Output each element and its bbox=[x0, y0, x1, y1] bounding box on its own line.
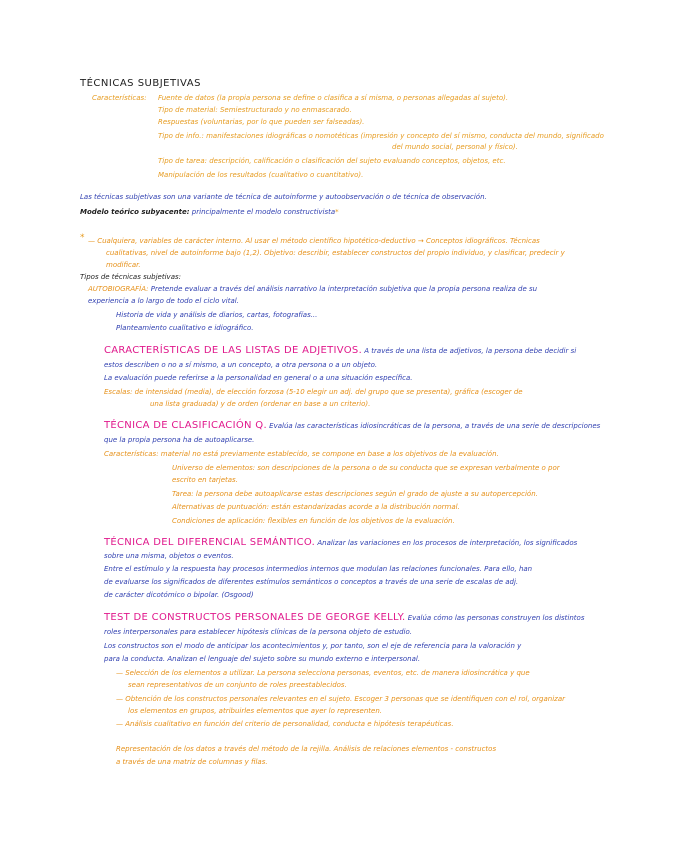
autobiografia-line bbox=[88, 284, 537, 294]
diferencial-line: sobre una misma, objetos o eventos. bbox=[104, 552, 234, 560]
autobiografia-text: Pretende evaluar a través del análisis narrativo la interpretación subjetiva que la propia persona realiza de su bbox=[150, 285, 538, 293]
kelly-bullet: — Selección de los elementos a utilizar. La persona selecciona personas, eventos, etc. de manera idiosincrática y que bbox=[116, 669, 530, 677]
diferencial-line: Entre el estímulo y la respuesta hay procesos intermedios internos que modulan las relaciones funcionales. Para ello, han bbox=[104, 565, 533, 573]
adjetivos-line: La evaluación puede referirse a la personalidad en general o a una situación específica. bbox=[104, 374, 413, 382]
autobiografia-line: experiencia a lo largo de todo el ciclo vital. bbox=[88, 297, 239, 305]
kelly-heading: TEST DE CONSTRUCTOS PERSONALES DE GEORGE KELLY. bbox=[104, 612, 406, 623]
note-line: modificar. bbox=[106, 261, 141, 269]
adjetivos-line: Escalas: de intensidad (media), de elección forzosa (5-10 elegir un adj. del grupo que se presenta), gráfica (escoger de bbox=[104, 388, 523, 396]
clasificacion-line bbox=[104, 421, 600, 431]
diferencial-text: Analizar las variaciones en los procesos de interpretación, los significados bbox=[317, 539, 578, 547]
page-title: TÉCNICAS SUBJETIVAS bbox=[80, 78, 201, 89]
adjetivos-text: A través de una lista de adjetivos, la persona debe decidir si bbox=[364, 347, 577, 355]
autobiografia-line: Historia de vida y análisis de diarios, cartas, fotografías... bbox=[116, 311, 318, 319]
clasificacion-text: Evalúa las características idiosincráticas de la persona, a través de una serie de descripciones bbox=[269, 422, 601, 430]
modelo-text: principalmente el modelo constructivista bbox=[191, 208, 336, 216]
intro-text: Las técnicas subjetivas son una variante de técnica de autoinforme y autoobservación o de técnica de observación. bbox=[80, 193, 487, 201]
footer-line: Representación de los datos a través del método de la rejilla. Análisis de relaciones elementos - constructos bbox=[116, 745, 497, 753]
kelly-bullet: los elementos en grupos, atribuirles elementos que ayer lo representen. bbox=[128, 707, 382, 715]
adjetivos-line: estos describen o no a sí mismo, a un concepto, a otra persona o a un objeto. bbox=[104, 361, 378, 369]
footer-line: a través de una matriz de columnas y filas. bbox=[116, 758, 268, 766]
modelo-teorico bbox=[80, 207, 339, 217]
note-star: * bbox=[80, 233, 85, 243]
note-line: — Cualquiera, variables de carácter interno. Al usar el método científico hipotético-deductivo → Conceptos idiográficos. Técnicas bbox=[88, 237, 540, 245]
kelly-line: Los constructos son el modo de anticipar los acontecimientos y, por tanto, son el eje de referencia para la valoración y bbox=[104, 642, 522, 650]
clasificacion-item: Condiciones de aplicación: flexibles en función de los objetivos de la evaluación. bbox=[172, 517, 455, 525]
autobiografia-heading: AUTOBIOGRAFÍA: bbox=[88, 285, 149, 293]
caracteristica-item: Tipo de material: Semiestructurado y no enmascarado. bbox=[158, 106, 352, 114]
adjetivos-line: una lista graduada) y de orden (ordenar en base a un criterio). bbox=[150, 400, 371, 408]
caracteristica-item: del mundo social, personal y físico). bbox=[392, 143, 518, 151]
diferencial-line bbox=[104, 538, 577, 548]
caracteristica-item: Tipo de tarea: descripción, calificación o clasificación del sujeto evaluando conceptos, objetos, etc. bbox=[158, 157, 506, 165]
clasificacion-label: Características: bbox=[104, 450, 159, 458]
diferencial-line: de carácter dicotómico o bipolar. (Osgood) bbox=[104, 591, 254, 599]
clasificacion-item: Tarea: la persona debe autoaplicarse estas descripciones según el grado de ajuste a su autopercepción. bbox=[172, 490, 538, 498]
modelo-label: Modelo teórico subyacente: bbox=[80, 208, 190, 216]
kelly-line bbox=[104, 613, 584, 623]
clasificacion-line: que la propia persona ha de autoaplicarse. bbox=[104, 436, 255, 444]
caracteristica-item: Fuente de datos (la propia persona se define o clasifica a sí misma, o personas allegadas al sujeto). bbox=[158, 94, 509, 102]
caracteristica-item: Manipulación de los resultados (cualitativo o cuantitativo). bbox=[158, 171, 364, 179]
clasificacion-heading: TÉCNICA DE CLASIFICACIÓN Q. bbox=[104, 420, 267, 431]
adjetivos-line bbox=[104, 346, 576, 356]
kelly-line: roles interpersonales para establecer hipótesis clínicas de la persona objeto de estudio. bbox=[104, 628, 412, 636]
caracteristica-item: Respuestas (voluntarias, por lo que pueden ser falseadas). bbox=[158, 118, 365, 126]
autobiografia-line: Planteamiento cualitativo e idiográfico. bbox=[116, 324, 254, 332]
clasificacion-line bbox=[104, 449, 499, 459]
note-line: cualitativas, nivel de autoinforme bajo (1,2). Objetivo: describir, establecer constructos del propio individuo, y clasificar, predecir y bbox=[106, 249, 565, 257]
kelly-bullet: — Obtención de los constructos personales relevantes en el sujeto. Escoger 3 personas que se identifiquen con el rol, organizar bbox=[116, 695, 566, 703]
diferencial-heading: TÉCNICA DEL DIFERENCIAL SEMÁNTICO. bbox=[104, 537, 316, 548]
clasificacion-item: Universo de elementos: son descripciones de la persona o de su conducta que se expresan verbalmente o por bbox=[172, 464, 560, 472]
caracteristicas-label: Características: bbox=[92, 94, 147, 102]
diferencial-line: de evaluarse los significados de diferentes estímulos semánticos o conceptos a través de una serie de escalas de adj. bbox=[104, 578, 519, 586]
kelly-bullet: sean representativos de un conjunto de roles preestablecidos. bbox=[128, 681, 347, 689]
kelly-text: Evalúa cómo las personas construyen los distintos bbox=[407, 614, 585, 622]
clasificacion-item: escrito en tarjetas. bbox=[172, 476, 238, 484]
caracteristica-item: Tipo de info.: manifestaciones idiográficas o nomotéticas (impresión y concepto del sí mismo, conducta del mundo, significado bbox=[158, 132, 604, 140]
modelo-star: * bbox=[335, 208, 339, 216]
adjetivos-heading: CARACTERÍSTICAS DE LAS LISTAS DE ADJETIVOS. bbox=[104, 345, 363, 356]
kelly-line: para la conducta. Analizan el lenguaje del sujeto sobre su mundo externo e interpersonal. bbox=[104, 655, 421, 663]
clasificacion-item: Alternativas de puntuación: están estandarizadas acorde a la distribución normal. bbox=[172, 503, 460, 511]
tipos-label: Tipos de técnicas subjetivas: bbox=[80, 273, 181, 281]
clasificacion-item: material no está previamente establecido, se compone en base a los objetivos de la evaluación. bbox=[160, 450, 499, 458]
kelly-bullet: — Análisis cualitativo en función del criterio de personalidad, conducta e hipótesis terapéuticas. bbox=[116, 720, 454, 728]
